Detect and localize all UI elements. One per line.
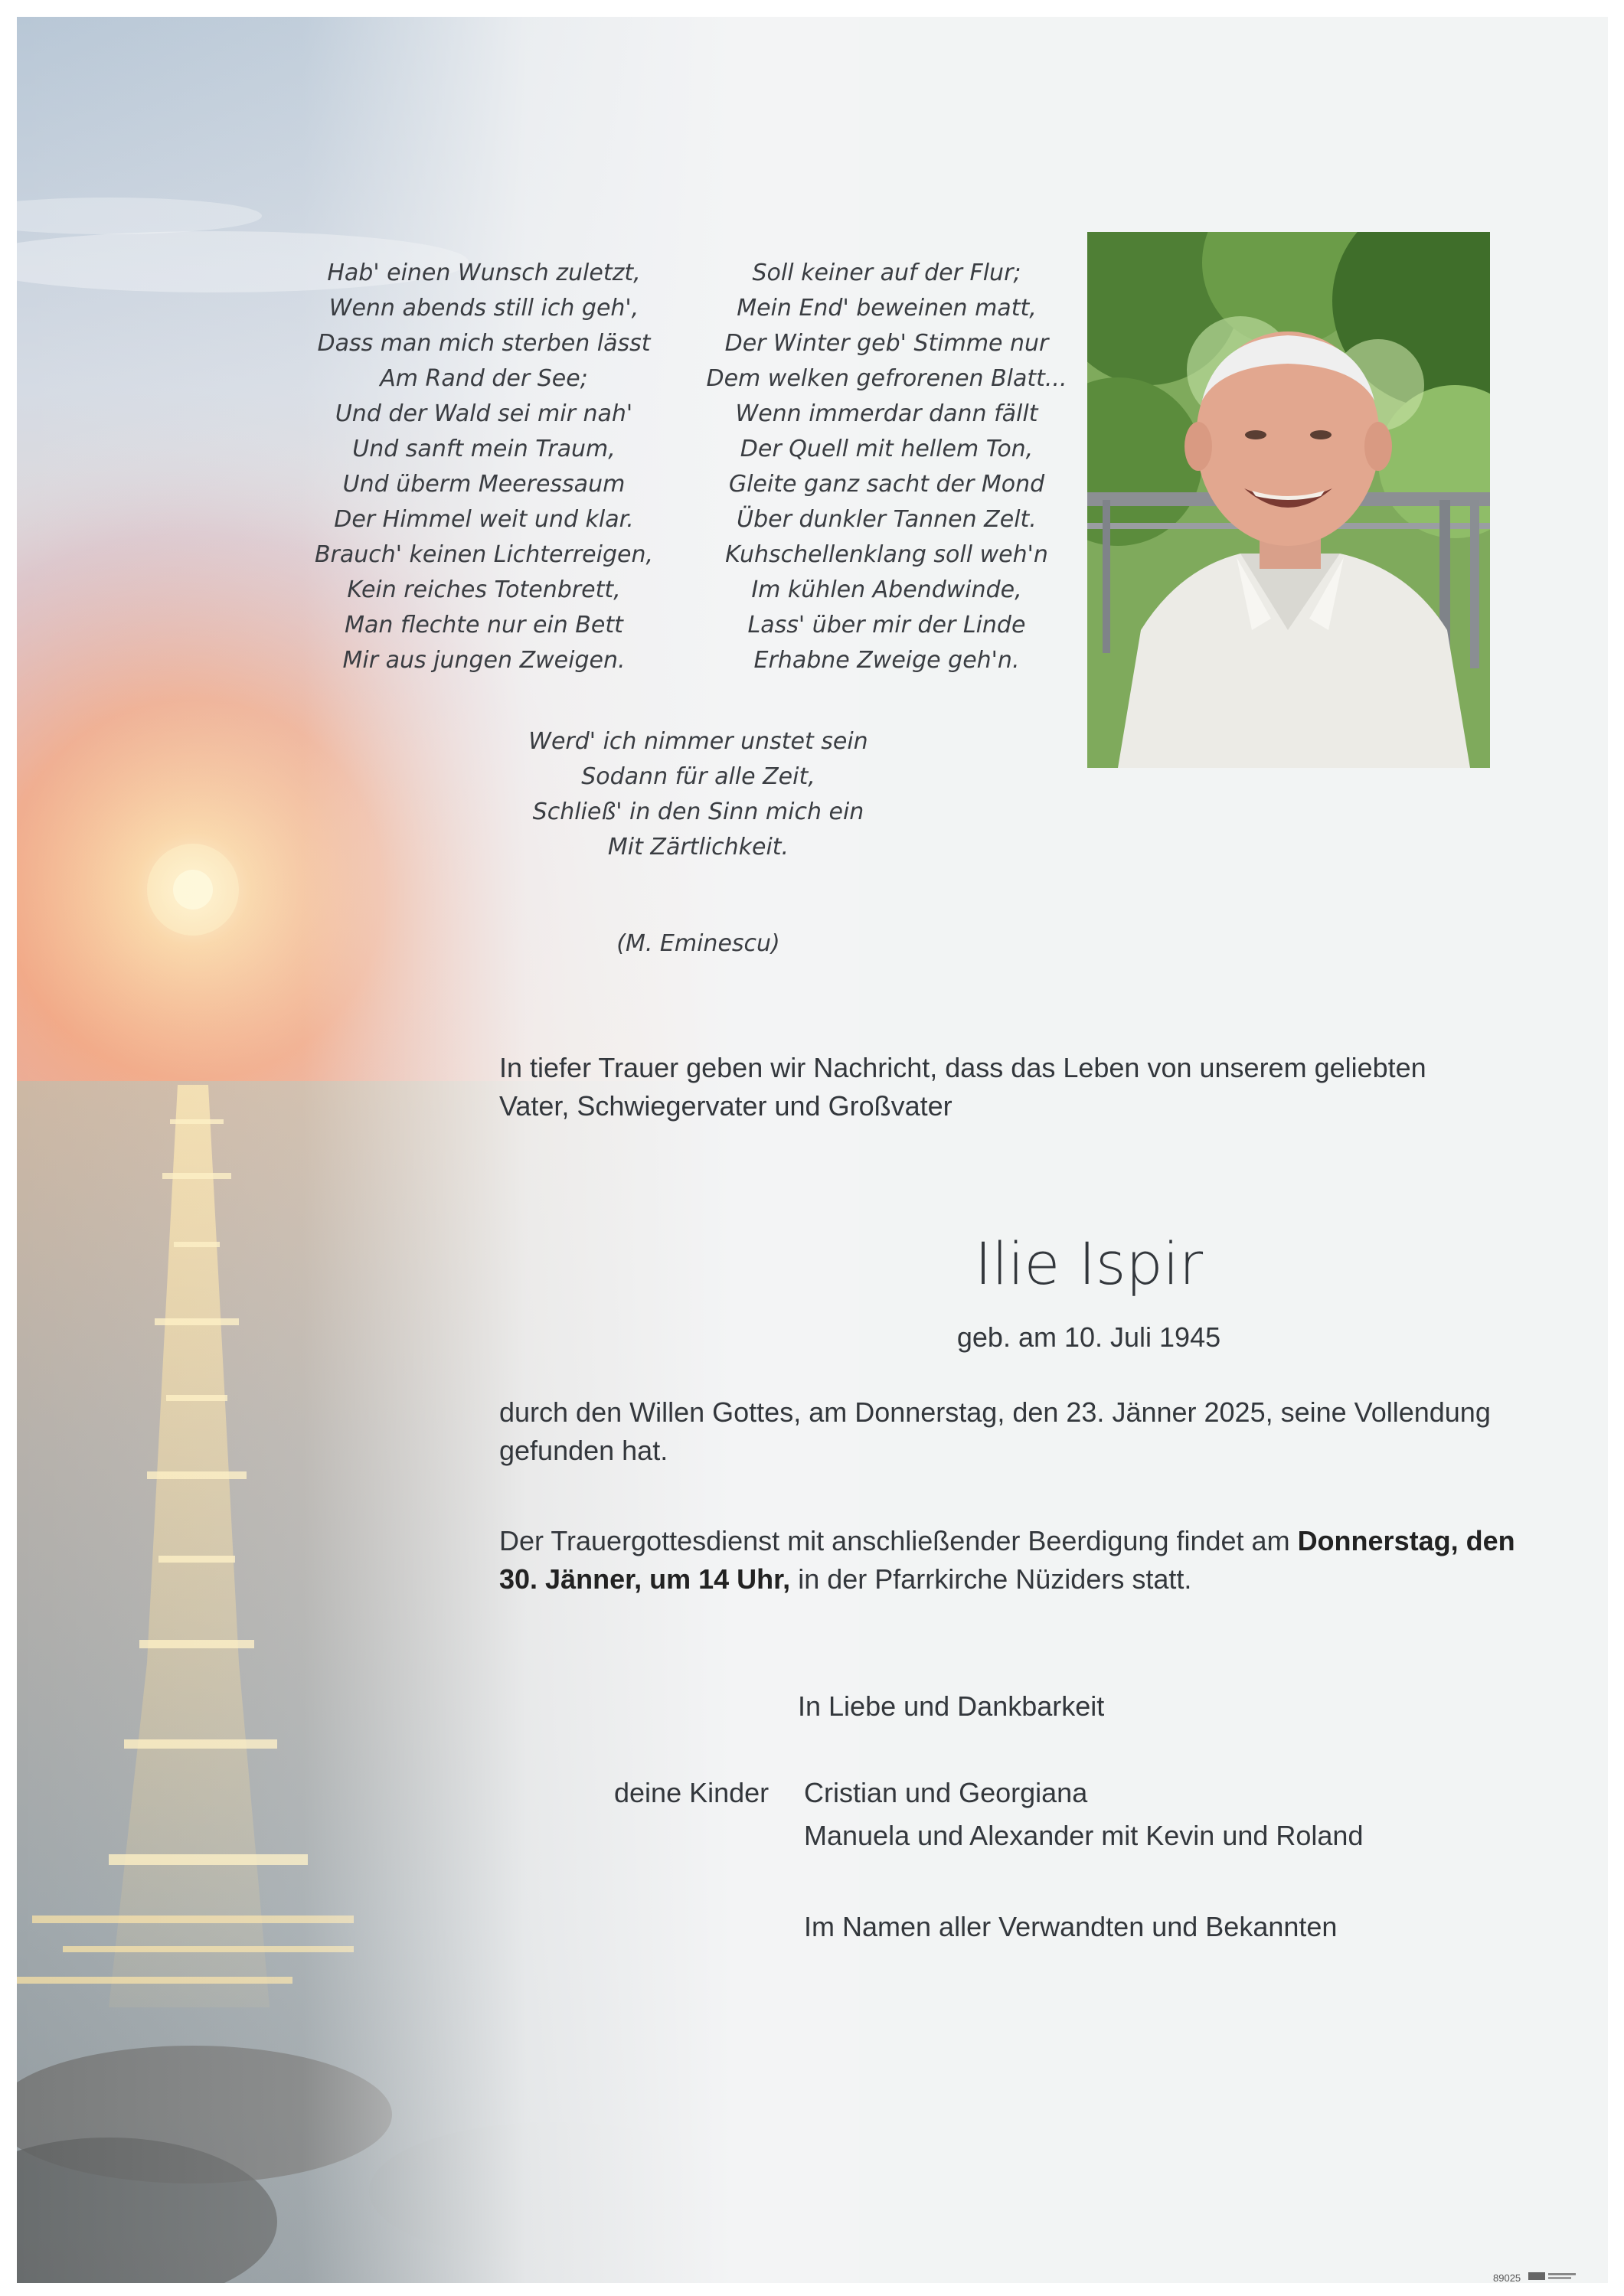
poem-line: Mir aus jungen Zweigen. bbox=[342, 647, 626, 674]
children-entry: Cristian und Georgiana bbox=[804, 1777, 1088, 1808]
death-notice: durch den Willen Gottes, am Donnerstag, den 23. Jänner 2025, seine Vollendung gefunden hat. bbox=[499, 1396, 1491, 1466]
announcement-intro: In tiefer Trauer geben wir Nachricht, dass das Leben von unserem geliebten Vater, Schwiegervater und Großvater bbox=[499, 1052, 1426, 1122]
poem-line: Und der Wald sei mir nah' bbox=[335, 400, 633, 427]
poem-line: Und überm Meeressaum bbox=[342, 471, 626, 498]
publisher-logo-icon bbox=[1528, 2271, 1576, 2281]
poem-line: Mit Zärtlichkeit. bbox=[607, 834, 789, 861]
poem-line: Am Rand der See; bbox=[380, 365, 588, 392]
children-label: deine Kinder bbox=[614, 1777, 770, 1808]
poem-line: Sodann für alle Zeit, bbox=[581, 763, 815, 790]
closing-phrase: In Liebe und Dankbarkeit bbox=[798, 1690, 1105, 1722]
poem-line: Mein End' beweinen matt, bbox=[737, 295, 1037, 322]
poem-line: Über dunkler Tannen Zelt. bbox=[737, 506, 1037, 533]
birth-date: geb. am 10. Juli 1945 bbox=[956, 1321, 1221, 1353]
print-code: 89025 bbox=[1493, 2272, 1521, 2284]
portrait-photo bbox=[1087, 232, 1490, 768]
poem-line: Schließ' in den Sinn mich ein bbox=[532, 799, 864, 825]
poem-stanza-1 bbox=[254, 256, 714, 678]
poem-line: Und sanft mein Traum, bbox=[352, 436, 616, 462]
poem-line: Man flechte nur ein Bett bbox=[345, 612, 623, 639]
poem-line: Hab' einen Wunsch zuletzt, bbox=[327, 260, 641, 286]
poem-line: Der Himmel weit und klar. bbox=[334, 506, 634, 533]
poem-attribution: (M. Eminescu) bbox=[616, 930, 780, 957]
service-date-time: Donnerstag, den 30. Jänner, um 14 Uhr, bbox=[499, 1525, 1515, 1595]
service-notice bbox=[499, 1522, 1556, 1599]
poem-line: Kuhschellenklang soll weh'n bbox=[725, 541, 1048, 568]
poem-line: Werd' ich nimmer unstet sein bbox=[528, 728, 868, 755]
poem-line: Brauch' keinen Lichterreigen, bbox=[314, 541, 654, 568]
poem-line: Soll keiner auf der Flur; bbox=[752, 260, 1021, 286]
poem-line: Lass' über mir der Linde bbox=[747, 612, 1026, 639]
service-text-post: in der Pfarrkirche Nüziders statt. bbox=[790, 1563, 1192, 1595]
poem-line: Wenn abends still ich geh', bbox=[328, 295, 639, 322]
poem-line: Dem welken gefrorenen Blatt... bbox=[706, 365, 1067, 392]
poem-line: Im kühlen Abendwinde, bbox=[751, 576, 1022, 603]
relatives-line: Im Namen aller Verwandten und Bekannten bbox=[804, 1911, 1338, 1942]
poem-line: Wenn immerdar dann fällt bbox=[735, 400, 1038, 427]
service-text-pre: Der Trauergottesdienst mit anschließender Beerdigung findet am bbox=[499, 1525, 1298, 1556]
poem-line: Kein reiches Totenbrett, bbox=[347, 576, 621, 603]
poem-line: Gleite ganz sacht der Mond bbox=[728, 471, 1045, 498]
poem-line: Der Quell mit hellem Ton, bbox=[740, 436, 1034, 462]
poem-stanza-3 bbox=[469, 724, 928, 865]
poem-stanza-2 bbox=[657, 256, 1116, 678]
poem-line: Erhabne Zweige geh'n. bbox=[753, 647, 1020, 674]
poem-line: Dass man mich sterben lässt bbox=[317, 330, 651, 357]
children-entry: Manuela und Alexander mit Kevin und Roland bbox=[804, 1820, 1364, 1851]
deceased-name: Ilie Ispir bbox=[974, 1230, 1204, 1298]
obituary-sheet bbox=[17, 17, 1608, 2283]
poem-line: Der Winter geb' Stimme nur bbox=[724, 330, 1049, 357]
children-list bbox=[804, 1772, 1363, 1857]
